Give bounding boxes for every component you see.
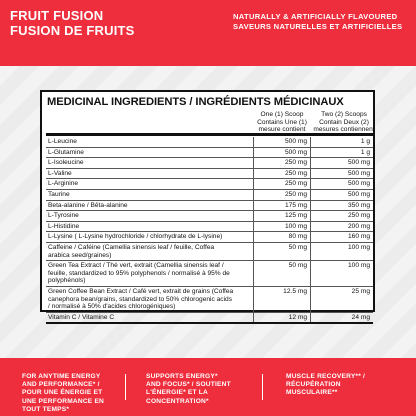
ingredient-name: L-Valine (48, 169, 72, 177)
ingredient-name: L-Leucine (48, 138, 77, 145)
dose-two-scoops: 200 mg (348, 222, 370, 230)
dose-two-scoops: 1 g (360, 138, 370, 145)
flavour-name (10, 8, 135, 38)
table-row (46, 158, 373, 169)
claim-muscle-recovery: MUSCLE RECOVERY** / RÉCUPÉRATION MUSCULAIRE** (286, 373, 366, 397)
dose-two-scoops: 25 mg (351, 287, 370, 295)
dose-two-scoops: 500 mg (348, 169, 370, 177)
table-row (46, 222, 373, 233)
flavour-note-fr: SAVEURS NATURELLES ET ARTIFICIELLES (233, 22, 403, 31)
panel-title: MEDICINAL INGREDIENTS / INGRÉDIENTS MÉDICINAUX (47, 96, 344, 108)
top-banner (0, 0, 416, 66)
column-header-two-scoops: Two (2) Scoops Contain Deux (2) mesures contiennent (313, 111, 375, 134)
ingredient-name: Caffeine / Caféine (Camellia sinensis leaf / feuille, Coffea arabica seed/graines) (48, 243, 215, 259)
flavour-note (233, 12, 402, 32)
dose-one-scoop: 125 mg (253, 211, 311, 221)
flavour-name-en: FRUIT FUSION (10, 8, 104, 23)
table-row (46, 137, 373, 148)
dose-one-scoop: 250 mg (253, 190, 311, 200)
ingredient-name: Green Tea Extract / Thé vert, extrait (Camellia sinensis leaf / feuille, standardized to 95% polyphenols / normalisé à 95% de polyphénols) (48, 262, 230, 285)
dose-one-scoop: 250 mg (253, 179, 311, 189)
dose-two-scoops: 350 mg (348, 201, 370, 209)
dose-one-scoop: 500 mg (253, 148, 311, 158)
claim-energy-focus: SUPPORTS ENERGY* AND FOCUS* / SOUTIENT L'ÉNERGIE* ET LA CONCENTRATION* (146, 373, 231, 405)
table-row (46, 190, 373, 201)
dose-one-scoop: 12 mg (253, 313, 311, 323)
table-row (46, 148, 373, 159)
dose-two-scoops: 500 mg (348, 190, 370, 198)
dose-two-scoops: 100 mg (348, 243, 370, 251)
ingredient-rows (46, 137, 373, 324)
ingredient-name: Vitamin C / Vitamine C (48, 313, 115, 321)
ingredient-name: L-Isoleucine (48, 159, 84, 167)
ingredient-name: L-Tyrosine (48, 212, 79, 220)
claim-energy-performance: FOR ANYTIME ENERGY AND PERFORMANCE* / POUR UNE ÉNERGIE ET UNE PERFORMANCE EN TOUT TEMPS* (22, 373, 104, 413)
dose-one-scoop: 12.5 mg (253, 287, 311, 312)
claim-divider (125, 374, 126, 400)
claim-divider (262, 374, 263, 400)
header-rule (46, 133, 373, 136)
dose-one-scoop: 250 mg (253, 169, 311, 179)
medicinal-ingredients-panel (40, 90, 375, 321)
table-row (46, 313, 373, 325)
dose-one-scoop: 175 mg (253, 201, 311, 211)
column-header-one-scoop: One (1) Scoop Contains Une (1) mesure contient (257, 111, 307, 134)
table-row (46, 243, 373, 261)
table-row (46, 179, 373, 190)
ingredient-name: Beta-alanine / Bêta-alanine (48, 201, 128, 209)
table-row (46, 261, 373, 287)
dose-two-scoops: 1 g (360, 148, 370, 156)
flavour-name-fr: FUSION DE FRUITS (10, 23, 135, 38)
dose-two-scoops: 500 mg (348, 159, 370, 167)
table-row (46, 169, 373, 180)
dose-two-scoops: 500 mg (348, 180, 370, 188)
table-row (46, 287, 373, 313)
ingredient-name: L-Arginine (48, 180, 79, 188)
dose-one-scoop: 50 mg (253, 261, 311, 286)
ingredient-name: L-Histidine (48, 222, 80, 230)
dose-two-scoops: 160 mg (348, 233, 370, 241)
table-row (46, 232, 373, 243)
ingredient-name: L-Glutamine (48, 148, 84, 156)
ingredient-name: L-Lysine ( L-Lysine hydrochloride / chlorhydrate de L-lysine) (48, 233, 223, 241)
table-row (46, 211, 373, 222)
dose-two-scoops: 250 mg (348, 212, 370, 220)
dose-one-scoop: 250 mg (253, 158, 311, 168)
flavour-note-en: NATURALLY & ARTIFICIALLY FLAVOURED (233, 12, 398, 21)
dose-two-scoops: 24 mg (351, 313, 370, 321)
dose-one-scoop: 50 mg (253, 243, 311, 260)
dose-one-scoop: 80 mg (253, 232, 311, 242)
ingredient-name: Green Coffee Bean Extract / Café vert, extrait de grains (Coffea canephora bean/grains, standardized to 50% chlorogenic acids / normalisé à 50% d'acides chlorogéniques) (48, 287, 234, 311)
dose-one-scoop: 100 mg (253, 222, 311, 232)
dose-two-scoops: 100 mg (348, 262, 370, 270)
table-row (46, 201, 373, 212)
bottom-banner (0, 358, 416, 416)
dose-one-scoop: 500 mg (253, 137, 311, 147)
ingredient-name: Taurine (48, 190, 70, 198)
